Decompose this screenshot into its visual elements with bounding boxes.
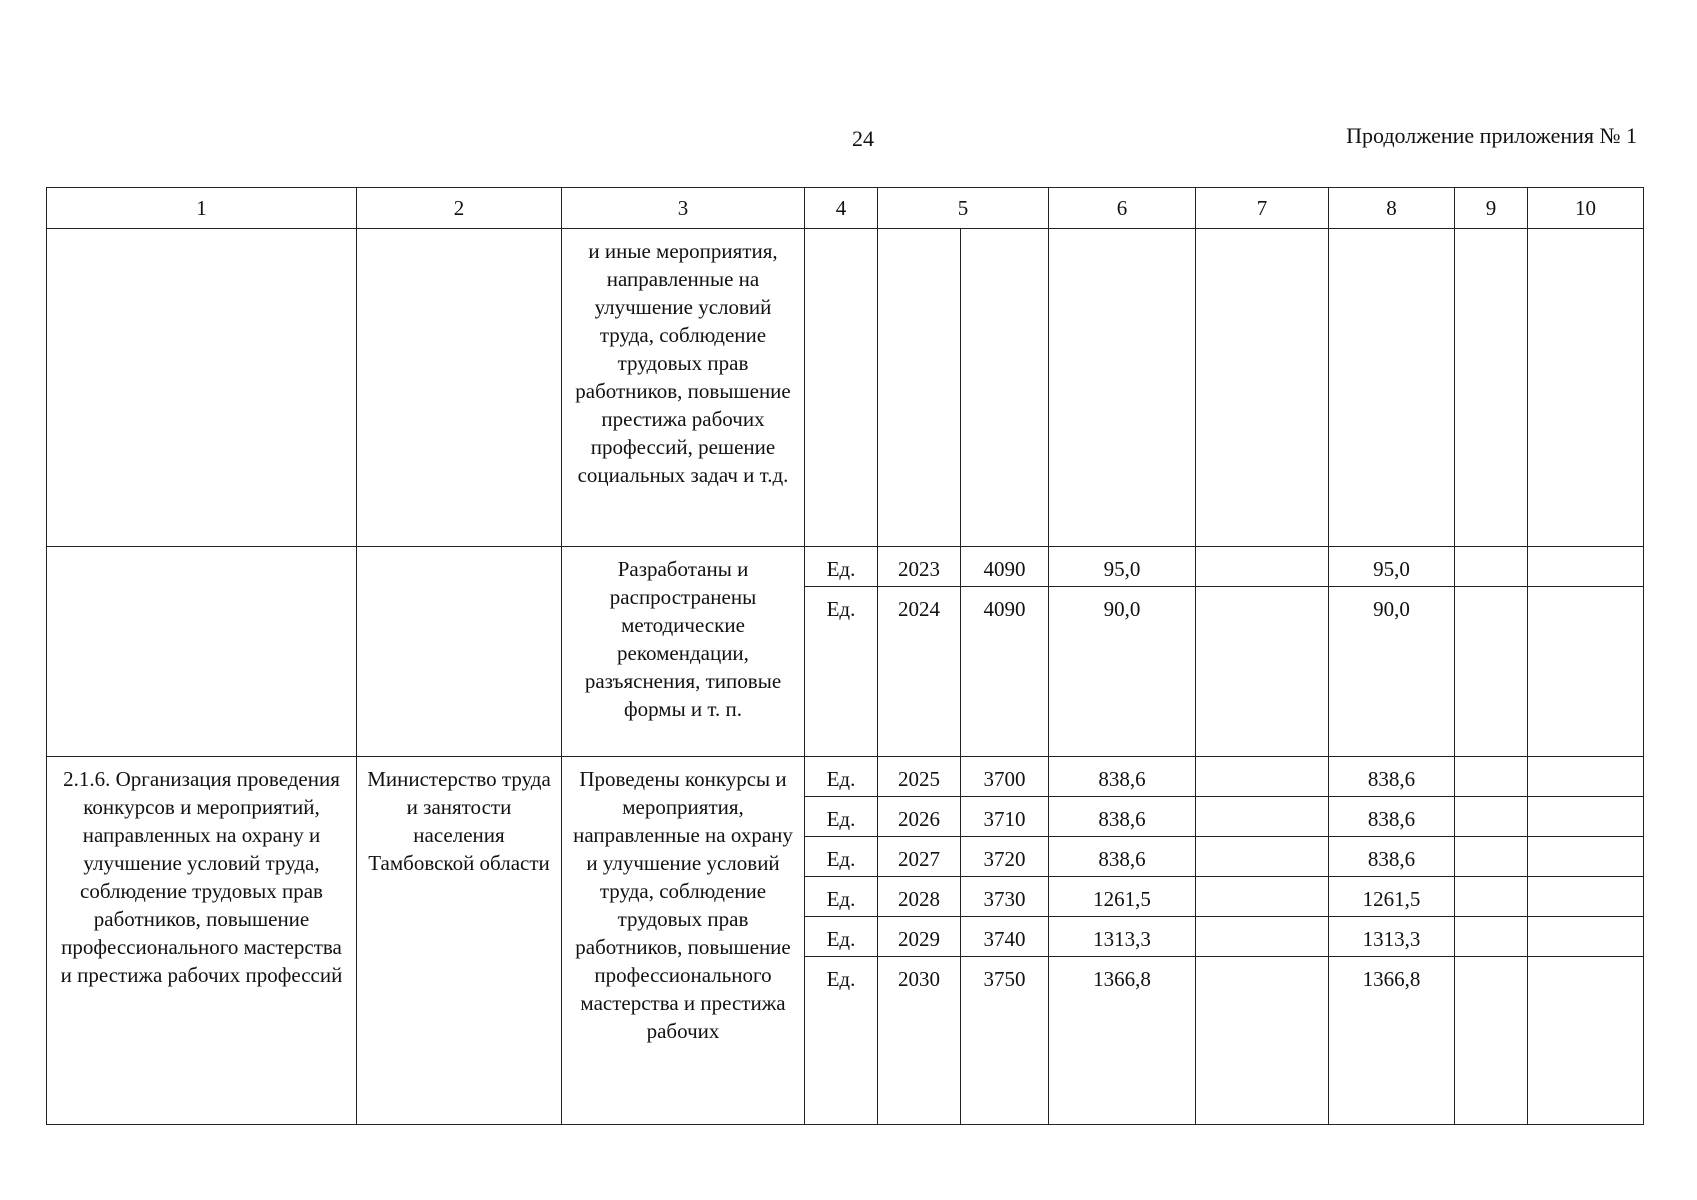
value-cell-6: 1313,3	[1049, 917, 1196, 957]
empty-cell	[1196, 877, 1329, 917]
empty-cell	[1196, 957, 1329, 1125]
empty-cell	[1528, 229, 1644, 547]
year-cell: 2026	[878, 797, 961, 837]
empty-cell	[357, 229, 562, 547]
code-cell: 4090	[961, 547, 1049, 587]
empty-cell	[961, 229, 1049, 547]
result-description: и иные мероприятия, направленные на улучшение условий труда, соблюдение трудовых прав работников, повышение престижа рабочих профессий, решение социальных задач и т.д.	[562, 229, 805, 547]
indicators-table	[46, 187, 1644, 1125]
value-cell-8: 838,6	[1329, 837, 1455, 877]
empty-cell	[47, 229, 357, 547]
column-number: 7	[1196, 188, 1329, 229]
empty-cell	[1455, 917, 1528, 957]
empty-cell	[1528, 837, 1644, 877]
year-cell: 2027	[878, 837, 961, 877]
page-number: 24	[852, 126, 874, 151]
code-cell: 3710	[961, 797, 1049, 837]
empty-cell	[805, 229, 878, 547]
responsible-executor: Министерство труда и занятости населения Тамбовской области	[357, 757, 562, 1125]
unit-cell: Ед.	[805, 757, 878, 797]
year-cell: 2024	[878, 587, 961, 757]
value-cell-8: 838,6	[1329, 757, 1455, 797]
code-cell: 3730	[961, 877, 1049, 917]
empty-cell	[1196, 917, 1329, 957]
value-cell-6: 838,6	[1049, 797, 1196, 837]
unit-cell: Ед.	[805, 917, 878, 957]
unit-cell: Ед.	[805, 797, 878, 837]
empty-cell	[878, 229, 961, 547]
year-cell: 2028	[878, 877, 961, 917]
value-cell-6: 838,6	[1049, 757, 1196, 797]
empty-cell	[1528, 547, 1644, 587]
unit-cell: Ед.	[805, 957, 878, 1125]
empty-cell	[1455, 797, 1528, 837]
empty-cell	[1528, 957, 1644, 1125]
value-cell-6: 90,0	[1049, 587, 1196, 757]
value-cell-6: 1366,8	[1049, 957, 1196, 1125]
table-row	[47, 547, 1644, 587]
unit-cell: Ед.	[805, 547, 878, 587]
code-cell: 3750	[961, 957, 1049, 1125]
code-cell: 3700	[961, 757, 1049, 797]
column-number: 3	[562, 188, 805, 229]
value-cell-8: 90,0	[1329, 587, 1455, 757]
empty-cell	[1528, 797, 1644, 837]
unit-cell: Ед.	[805, 587, 878, 757]
value-cell-8: 1313,3	[1329, 917, 1455, 957]
unit-cell: Ед.	[805, 877, 878, 917]
value-cell-6: 1261,5	[1049, 877, 1196, 917]
empty-cell	[1049, 229, 1196, 547]
column-number-row	[47, 188, 1644, 229]
empty-cell	[357, 547, 562, 757]
empty-cell	[1196, 229, 1329, 547]
column-number: 5	[878, 188, 1049, 229]
column-number: 10	[1528, 188, 1644, 229]
column-number: 9	[1455, 188, 1528, 229]
value-cell-8: 1366,8	[1329, 957, 1455, 1125]
empty-cell	[1455, 837, 1528, 877]
empty-cell	[1455, 229, 1528, 547]
column-number: 1	[47, 188, 357, 229]
unit-cell: Ед.	[805, 837, 878, 877]
measure-name: 2.1.6. Организация проведения конкурсов и мероприятий, направленных на охрану и улучшение условий труда, соблюдение трудовых прав работников, повышение профессионального мастерства и престижа рабочих профессий	[47, 757, 357, 1125]
year-cell: 2023	[878, 547, 961, 587]
code-cell: 4090	[961, 587, 1049, 757]
empty-cell	[1329, 229, 1455, 547]
empty-cell	[1528, 587, 1644, 757]
column-number: 2	[357, 188, 562, 229]
empty-cell	[1455, 957, 1528, 1125]
empty-cell	[1528, 757, 1644, 797]
empty-cell	[1196, 837, 1329, 877]
code-cell: 3740	[961, 917, 1049, 957]
value-cell-8: 838,6	[1329, 797, 1455, 837]
code-cell: 3720	[961, 837, 1049, 877]
result-description: Проведены конкурсы и мероприятия, направленные на охрану и улучшение условий труда, соблюдение трудовых прав работников, повышение профессионального мастерства и престижа рабочих	[562, 757, 805, 1125]
result-description: Разработаны и распространены методические рекомендации, разъяснения, типовые формы и т. п.	[562, 547, 805, 757]
year-cell: 2025	[878, 757, 961, 797]
table-row	[47, 229, 1644, 547]
empty-cell	[1196, 757, 1329, 797]
empty-cell	[1455, 877, 1528, 917]
appendix-note: Продолжение приложения № 1	[1346, 123, 1637, 148]
empty-cell	[47, 547, 357, 757]
table-row	[47, 757, 1644, 797]
empty-cell	[1528, 877, 1644, 917]
empty-cell	[1455, 587, 1528, 757]
value-cell-6: 95,0	[1049, 547, 1196, 587]
year-cell: 2030	[878, 957, 961, 1125]
year-cell: 2029	[878, 917, 961, 957]
column-number: 8	[1329, 188, 1455, 229]
empty-cell	[1196, 797, 1329, 837]
empty-cell	[1196, 587, 1329, 757]
empty-cell	[1196, 547, 1329, 587]
value-cell-8: 1261,5	[1329, 877, 1455, 917]
empty-cell	[1455, 757, 1528, 797]
value-cell-6: 838,6	[1049, 837, 1196, 877]
empty-cell	[1455, 547, 1528, 587]
column-number: 4	[805, 188, 878, 229]
column-number: 6	[1049, 188, 1196, 229]
value-cell-8: 95,0	[1329, 547, 1455, 587]
empty-cell	[1528, 917, 1644, 957]
